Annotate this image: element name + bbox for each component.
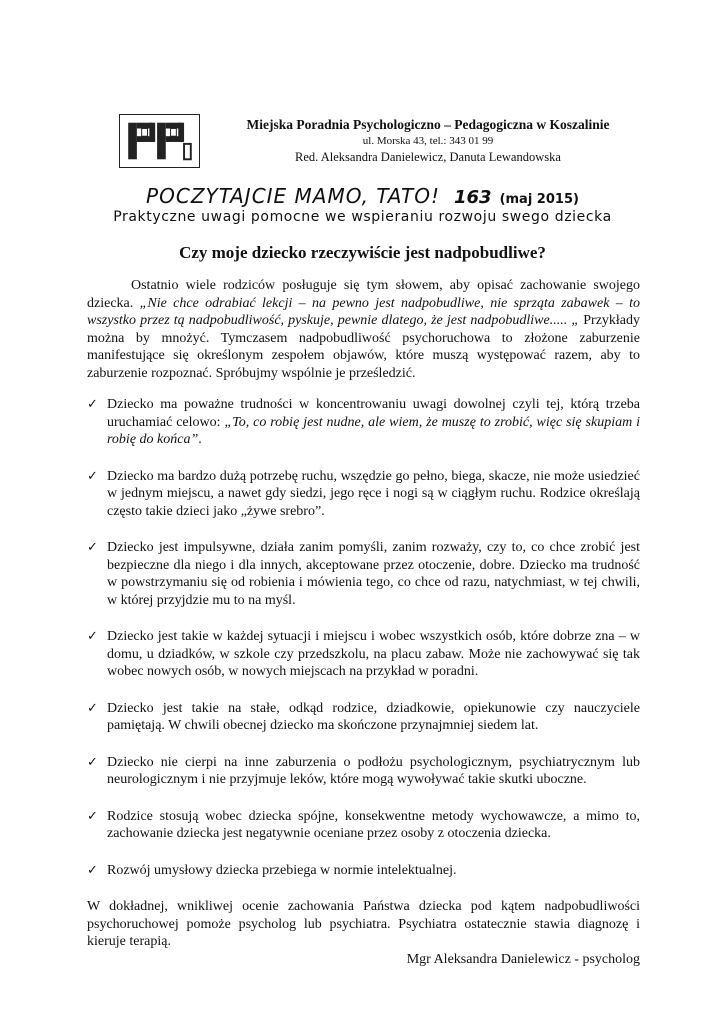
org-address: ul. Morska 43, tel.: 343 01 99: [362, 135, 494, 147]
intro-text: Ostatnio wiele rodziców posługuje się tym słowem, aby opisać zachowanie swojego dziecka.: [87, 278, 640, 311]
list-item: [87, 862, 640, 880]
author-signature: Mgr Aleksandra Danielewicz - psycholog: [406, 951, 640, 967]
list-item: [87, 468, 640, 521]
list-item: [87, 396, 640, 449]
series-title: POCZYTAJCIE MAMO, TATO!: [146, 184, 440, 208]
check-icon: ✓: [87, 540, 98, 555]
list-item: [87, 700, 640, 735]
issue-number: 163: [453, 187, 492, 208]
list-item: [87, 539, 640, 609]
check-icon: ✓: [87, 808, 98, 824]
list-item-text: Rodzice stosują wobec dziecka spójne, konsekwentne metody wychowawcze, a mimo to, zachowanie dziecka jest negatywnie oceniane przez osoby z otoczenia dziecka.: [107, 808, 640, 841]
article-body: [87, 277, 640, 968]
intro-quote: „Nie chce odrabiać lekcji – na pewno jest nadpobudliwe, nie sprząta zabawek – to wszystko przez tą nadpobudliwość, pyskuje, pewnie dlatego, że jest nadpobudliwe..... „: [87, 295, 641, 328]
list-item-text: Dziecko jest takie w każdej sytuacji i miejscu i wobec wszystkich osób, które dobrze zna – w domu, u dziadków, w szkole czy przedszkolu, na placu zabaw. Może nie zachowywać się tak wobec nowych osób, w nowych miejscach na przykład w poradni.: [107, 629, 640, 679]
symptom-list: [87, 396, 640, 879]
list-item-text: Dziecko ma poważne trudności w koncentrowaniu uwagi dowolnej czyli tej, którą trzeba uruchamiać celowo:: [107, 397, 640, 430]
intro-text-cont: Przykłady można by mnożyć. Tymczasem nadpobudliwość psychoruchowa to złożone zaburzenie manifestujące się określonym zespołem objawów, które muszą występować razem, aby to zaburzenie rozpoznać. Spróbujmy wspólnie je prześledzić.: [87, 313, 641, 381]
list-item: [87, 808, 640, 843]
pp-logo-icon: [119, 114, 200, 168]
pp-logo-graphic: [120, 115, 199, 167]
issue-date: (maj 2015): [499, 192, 579, 207]
list-item-text: Dziecko jest impulsywne, działa zanim pomyśli, zanim rozważy, czy to, co chce zrobić jest bezpieczne dla niego i dla innych, akceptowane przez otoczenie, dobre. Dziecko ma trudność w powstrzymaniu się od robienia i mówienia tego, co chce od razu, natychmiast, w tej chwili, w której przyjdzie mu to na myśl.: [107, 540, 640, 608]
list-item: [87, 628, 640, 681]
org-name: Miejska Poradnia Psychologiczno – Pedagogiczna w Koszalinie: [246, 117, 610, 132]
check-icon: ✓: [87, 629, 98, 644]
list-item: [87, 754, 640, 789]
article-heading: Czy moje dziecko rzeczywiście jest nadpobudliwe?: [179, 243, 546, 262]
list-item-text: Dziecko ma bardzo dużą potrzebę ruchu, wszędzie go pełno, biega, skacze, nie może usiedzieć w jednym miejscu, a nawet gdy siedzi, jego ręce i nogi są w ciągłym ruchu. Rodzice określają często takie dzieci jako „żywe srebro”.: [107, 468, 640, 519]
list-item-text: Rozwój umysłowy dziecka przebiega w normie intelektualnej.: [107, 862, 457, 878]
series-line: [0, 184, 725, 208]
check-icon: ✓: [87, 397, 98, 412]
list-item-quote: „To, co robię jest nudne, ale wiem, że muszę to zrobić, więc się skupiam i robię do końca”: [107, 414, 640, 447]
check-icon: ✓: [87, 700, 98, 716]
intro-paragraph: [87, 277, 640, 382]
check-icon: ✓: [87, 862, 98, 878]
org-header: [213, 117, 643, 165]
check-icon: ✓: [87, 754, 98, 770]
list-item-text: Dziecko jest takie na stałe, odkąd rodzice, dziadkowie, opiekunowie czy nauczyciele pamiętają. W chwili obecnej dziecko ma skończone przynajmniej siedem lat.: [107, 700, 640, 733]
org-editors: Red. Aleksandra Danielewicz, Danuta Lewandowska: [295, 150, 561, 164]
list-item-text: Dziecko nie cierpi na inne zaburzenia o podłożu psychologicznym, psychiatrycznym lub neurologicznym i nie przyjmuje leków, które mogą wywoływać takie skutki uboczne.: [107, 754, 640, 787]
check-icon: ✓: [87, 468, 98, 484]
list-item-end: .: [198, 432, 202, 447]
series-subtitle: Praktyczne uwagi pomocne we wspieraniu rozwoju swego dziecka: [113, 209, 612, 225]
outro-paragraph: W dokładnej, wnikliwej ocenie zachowania Państwa dziecka pod kątem nadpobudliwości psychoruchowej pomoże psycholog lub psychiatra. Psychiatra ostatecznie stawia diagnozę i kieruje terapią.: [87, 899, 640, 949]
